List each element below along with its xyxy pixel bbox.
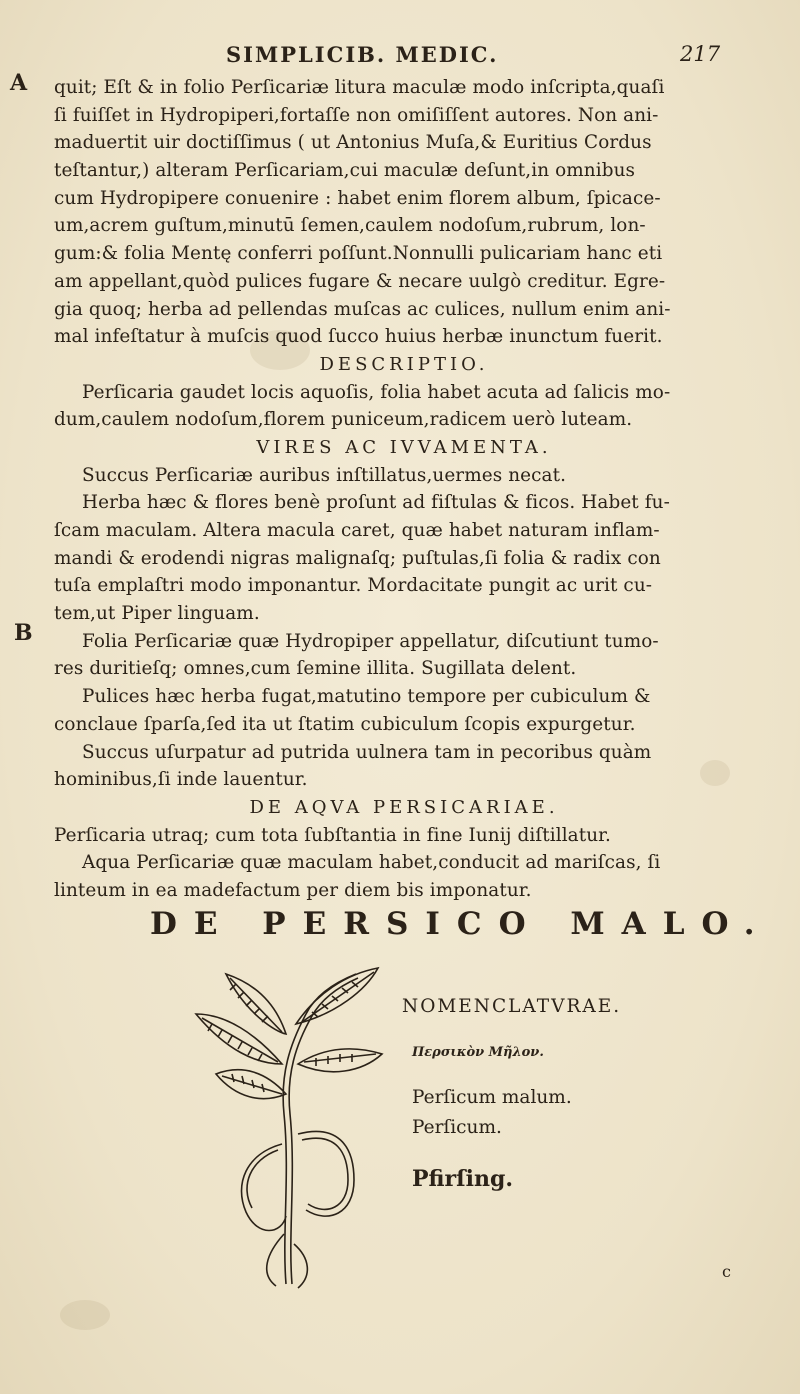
text-line: ſi fuiſſet in Hydropiperi,fortaſſe non omiſiſſent autores. Non ani-: [54, 104, 659, 126]
heading-descriptio: DESCRIPTIO.: [319, 353, 489, 375]
text-line: tem,ut Piper linguam.: [54, 603, 260, 625]
nomenclature-heading: NOMENCLATVRAE.: [402, 996, 622, 1017]
text-line: hominibus,ſi inde lauentur.: [54, 769, 308, 791]
text-line: maduertit uir doctiſſimus ( ut Antonius Muſa,& Euritius Cordus: [54, 132, 652, 154]
running-head: SIMPLICIB. MEDIC.: [226, 42, 499, 67]
greek-name: Περσικὸν Μῆλον.: [412, 1045, 544, 1060]
section-title: DE PERSICO MALO.: [150, 906, 772, 942]
text-line: linteum in ea madefactum per diem bis imponatur.: [54, 879, 532, 901]
margin-mark-a: A: [10, 70, 28, 96]
german-name: Pfirſing.: [412, 1166, 513, 1192]
text-line: cum Hydropipere conuenire : habet enim florem album, ſpicace-: [54, 187, 661, 209]
heading-vires: VIRES AC IVVAMENTA.: [256, 436, 552, 458]
margin-mark-b: B: [14, 620, 33, 646]
text-line: Folia Perſicariæ quæ Hydropiper appellatur, diſcutiunt tumo-: [82, 630, 659, 652]
text-line: Pulices hæc herba fugat,matutino tempore per cubiculum &: [82, 686, 651, 708]
text-line: mandi & erodendi nigras malignaſq; puſtulas,ſi folia & radix con: [54, 547, 661, 569]
text-line: am appellant,quòd pulices fugare & necare uulgò creditur. Egre-: [54, 270, 666, 292]
text-line: conclaue ſparſa,ſed ita ut ſtatim cubiculum ſcopis expurgetur.: [54, 713, 636, 735]
text-line: ſcam maculam. Altera macula caret, quæ habet naturam inflam-: [54, 520, 660, 541]
heading-de-aqua: DE AQVA PERSICARIAE.: [249, 796, 559, 818]
text-line: Succus uſurpatur ad putrida uulnera tam in pecoribus quàm: [82, 741, 652, 763]
peach-branch-woodcut: [186, 954, 386, 1294]
text-line: Succus Perſicariæ auribus inſtillatus,uermes necat.: [82, 464, 567, 486]
page-number: 217: [680, 42, 721, 66]
text-line: um,acrem guſtum,minutū ſemen,caulem nodoſum,rubrum, lon-: [54, 215, 646, 237]
text-line: gia quoq; herba ad pellendas muſcas ac culices, nullum enim ani-: [54, 298, 671, 320]
text-line: Aqua Perſicariæ quæ maculam habet,conducit ad mariſcas, ſi: [82, 852, 661, 874]
text-line: gum:& folia Mentę conferri poſſunt.Nonnulli pulicariam hanc eti: [54, 243, 663, 265]
text-line: mal infeſtatur à muſcis quod ſucco huius herbæ inunctum fuerit.: [54, 326, 663, 348]
text-line: teſtantur,) alteram Perſicariam,cui maculæ deſunt,in omnibus: [54, 160, 636, 182]
text-line: Perſicaria utraq; cum tota ſubſtantia in fine Iunij diſtillatur.: [54, 824, 611, 846]
latin-name-2: Perſicum.: [412, 1117, 502, 1138]
text-line: Herba hæc & flores benè proſunt ad fiſtulas & ficos. Habet fu-: [82, 492, 670, 514]
signature-mark: c: [722, 1262, 731, 1281]
latin-name-1: Perſicum malum.: [412, 1087, 572, 1108]
text-line: dum,caulem nodoſum,florem puniceum,radicem uerò luteam.: [54, 409, 633, 431]
text-line: Perſicaria gaudet locis aquoſis, folia habet acuta ad ſalicis mo-: [82, 381, 671, 403]
body-text: [54, 74, 754, 905]
paper-stain: [60, 1300, 110, 1330]
text-line: quit; Eſt & in folio Perſicariæ litura maculæ modo inſcripta,quaſi: [54, 77, 665, 98]
text-line: res duritieſq; omnes,cum ſemine illita. Sugillata delent.: [54, 658, 577, 680]
text-line: tuſa emplaſtri modo imponantur. Mordacitate pungit ac urit cu-: [54, 575, 653, 597]
